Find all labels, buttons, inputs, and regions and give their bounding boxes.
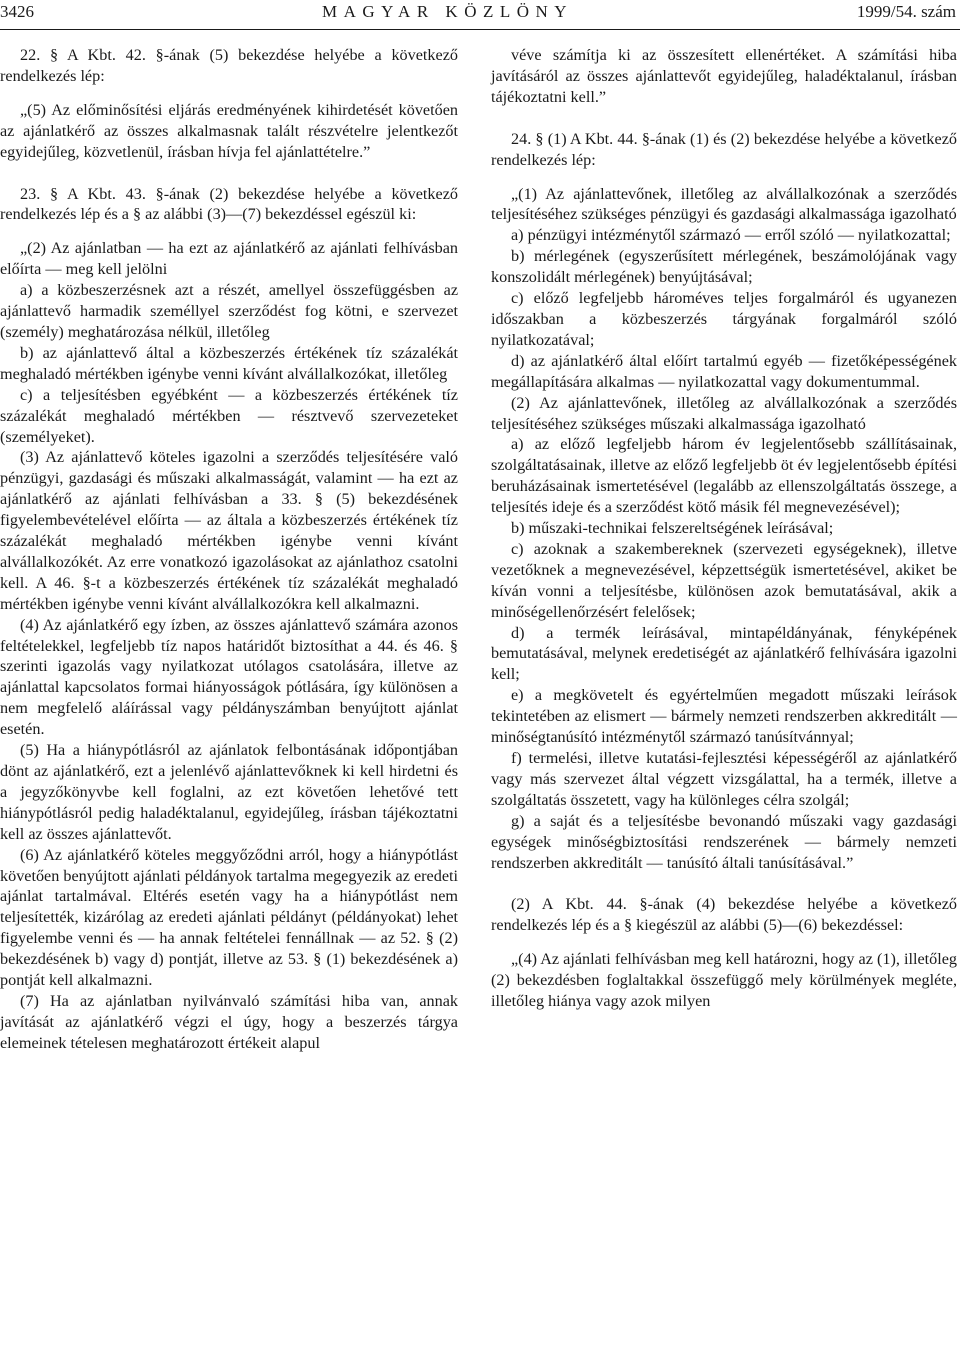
journal-title: MAGYAR KÖZLÖNY	[322, 2, 574, 21]
paragraph-p23a: „(2) Az ajánlatban — ha ezt az ajánlatkérő az ajánlati felhívásban előírta — meg kell jelölni	[0, 239, 458, 279]
paragraph-r24d: c) előző legfeljebb hároméves teljes forgalmáról és ugyanezen időszakban a közbeszerzés tárgyának forgalmáról szóló nyilatkozatával;	[491, 289, 957, 349]
paragraph-r24m: g) a saját és a teljesítésbe bevonandó műszaki vagy gazdasági egységek minőségbiztosítási rendszerének — bármely nemzeti rendszerben akkreditált — tanúsító általi tanúsításával.”	[491, 811, 957, 872]
paragraph-p23: 23. § A Kbt. 43. §-ának (2) bekezdése helyébe a következő rendelkezés lép és a § az alábbi (3)—(7) bekezdéssel egészül ki:	[0, 184, 458, 224]
paragraph-r24i: c) azoknak a szakembereknek (szervezeti egységeknek), illetve vezetőknek a megnevezésével, képzettségük ismertetésével, akiket be kíván vonni a teljesítésbe, különösen azok bemutatásával, akik a minőségellenőrzésért felelősek;	[491, 539, 957, 621]
paragraph-p23g: (5) Ha a hiánypótlásról az ajánlatok felbontásának időpontjában dönt az ajánlatkérő, ezt a jelenlévő ajánlattevőknek ki kell hirdetni és a jegyzőkönyvbe kell foglalni, az ezt követően lehetővé tett hiánypótlásról pedig haladéktalanul, egyidejűleg, írásban tájékoztatni kell az összes ajánlattevőt.	[0, 741, 458, 843]
paragraph-r24k: e) a megkövetelt és egyértelműen megadott műszaki leírások tekintetében az elismert — bármely nemzeti rendszerben akkreditált — minőségtanúsító intézménytől származó tanúsítvánnyal;	[491, 686, 957, 747]
paragraph-p23c: b) az ajánlattevő által a közbeszerzés értékének tíz százalékát meghaladó mértékben igénybe venni kívánt alvállalkozókat, illetőleg	[0, 343, 458, 383]
page-header	[0, 0, 960, 30]
paragraph-r24b: a) pénzügyi intézménytől származó — erről szóló — nyilatkozattal;	[511, 226, 951, 245]
paragraph-r24j: d) a termék leírásával, mintapéldányának, fényképének bemutatásával, melynek eredetiségét az ajánlatkérő felhívására igazolni kell;	[491, 623, 957, 684]
paragraph-r24g: a) az előző legfeljebb három év legjelentősebb szállításainak, szolgáltatásainak, illetve az előző legfeljebb öt év legjelentősebb építési beruházásainak ismertetésével (legalább az ellenszolgáltatás összege, a teljesítés ideje és a szerződést kötő másik fél megnevezésével);	[491, 435, 957, 517]
paragraph-r24o: „(4) Az ajánlati felhívásban meg kell határozni, hogy az (1), illetőleg (2) bekezdésben foglaltakkal összefüggő mely körülmények meglétе, illetőleg hiánya vagy azok milyen	[491, 950, 957, 1011]
paragraph-r24: 24. § (1) A Kbt. 44. §-ának (1) és (2) bekezdése helyébe a következő rendelkezés lép:	[491, 129, 957, 169]
paragraph-r24c: b) mérlegének (egyszerűsített mérlegének, beszámolójának vagy konszolidált mérlegének) benyújtásával;	[491, 247, 957, 287]
right-column	[491, 45, 957, 1012]
paragraph-r1: véve számítja ki az összesített ellenértéket. A számítási hiba javításáról az összes ajánlattevőt egyidejűleg, haladéktalanul, írásban tájékoztatni kell.”	[491, 46, 957, 106]
paragraph-p23f: (4) Az ajánlatkérő egy ízben, az összes ajánlattevő számára azonos feltételekkel, legfeljebb tíz napos határidőt biztosíthat a 44. és 46. § szerinti igazolás vagy nyilatkozat utólagos csatolására, illetve az ajánlattal kapcsolatos formai hiányosságok pótlására, így különösen a nem megfelelő aláírással vagy példányszámban benyújtott ajánlat esetén.	[0, 615, 458, 739]
paragraph-p23i: (7) Ha az ajánlatban nyilvánvaló számítási hiba van, annak javítását az ajánlatkérő végzi el úgy, hogy a beszerzés tárgya elemeinek tételesen meghatározott értékeit alapul	[0, 991, 458, 1052]
paragraph-r24a: „(1) Az ajánlattevőnek, illetőleg az alvállalkozónak a szerződés teljesítéséhez szükséges pénzügyi és gazdasági alkalmassága igazolható	[491, 184, 957, 224]
paragraph-p23h: (6) Az ajánlatkérő köteles meggyőződni arról, hogy a hiánypótlást követően benyújtott ajánlati példányok tartalma megegyezik az eredeti ajánlat tartalmával. Eltérés esetén vagy ha a hiánypótlást nem teljesítették, kizárólag az eredeti ajánlati példányt (példányokat) lehet figyelembe venni és — ha annak feltételei fennállnak — az 52. § (2) bekezdésének b) vagy d) pontját, illetve az 53. § (1) bekezdésének a) pontját kell alkalmazni.	[0, 845, 459, 990]
paragraph-r24e: d) az ajánlatkérő által előírt tartalmú egyéb — fizetőképességének megállapítására alkalmas — nyilatkozattal vagy dokumentummal.	[491, 351, 957, 391]
paragraph-r24l: f) termelési, illetve kutatási-fejlesztési képességéről az ajánlatkérő vagy más szervezet által végzett vizsgálattal, ha a termék, illetve a szolgáltatás összetett, vagy ha különleges célra szolgál;	[491, 749, 957, 809]
paragraph-r24f: (2) Az ajánlattevőnek, illetőleg az alvállalkozónak a szerződés teljesítéséhez szükséges műszaki alkalmassága igazolható	[491, 393, 957, 433]
paragraph-r24n: (2) A Kbt. 44. §-ának (4) bekezdése helyébe a következő rendelkezés lép és a § kiegészül az alábbi (5)—(6) bekezdéssel:	[491, 895, 957, 935]
paragraph-p22: 22. § A Kbt. 42. §-ának (5) bekezdése helyébe a következő rendelkezés lép:	[0, 46, 458, 85]
issue-number: 1999/54. szám	[856, 2, 956, 21]
left-column	[0, 45, 458, 1054]
header-rule	[0, 29, 960, 30]
paragraph-r24h: b) műszaki-technikai felszereltségének leírásával;	[511, 519, 834, 538]
paragraph-p22q: „(5) Az előminősítési eljárás eredményének kihirdetését követően az ajánlatkérő az összes alkalmasnak talált részvételre jelentkezőt egyidejűleg, közvetlenül, írásban hívja fel ajánlattételre.”	[0, 100, 458, 161]
paragraph-p23e: (3) Az ajánlattevő köteles igazolni a szerződés teljesítésére való pénzügyi, gazdasági és műszaki alkalmasságát, valamint — ha ezt az ajánlatkérő az ajánlati felhívásban a 33. § (5) bekezdésének figyelembevételével előírta — az általa a közbeszerzés értékének tíz százalékát meghaladó mértékben igénybe venni kívánt alvállalkozókét. Az erre vonatkozó igazolásokat az ajánlathoz csatolni kell. A 46. §-t a közbeszerzés értékének tíz százalékát meghaladó mértékben igénybe venni kívánt alvállalkozókra kell alkalmazni.	[0, 448, 458, 613]
page-number: 3426	[0, 2, 34, 21]
paragraph-p23b: a) a közbeszerzésnek azt a részét, amellyel összefüggésben az ajánlattevő harmadik személlyel szerződést fog kötni, e szervezet (személy) meghatározása nélkül, illetőleg	[0, 281, 458, 341]
paragraph-p23d: c) a teljesítésben egyébként — a közbeszerzés értékének tíz százalékát meghaladó mértékben — résztvevő szervezeteket (személyeket).	[0, 385, 458, 446]
